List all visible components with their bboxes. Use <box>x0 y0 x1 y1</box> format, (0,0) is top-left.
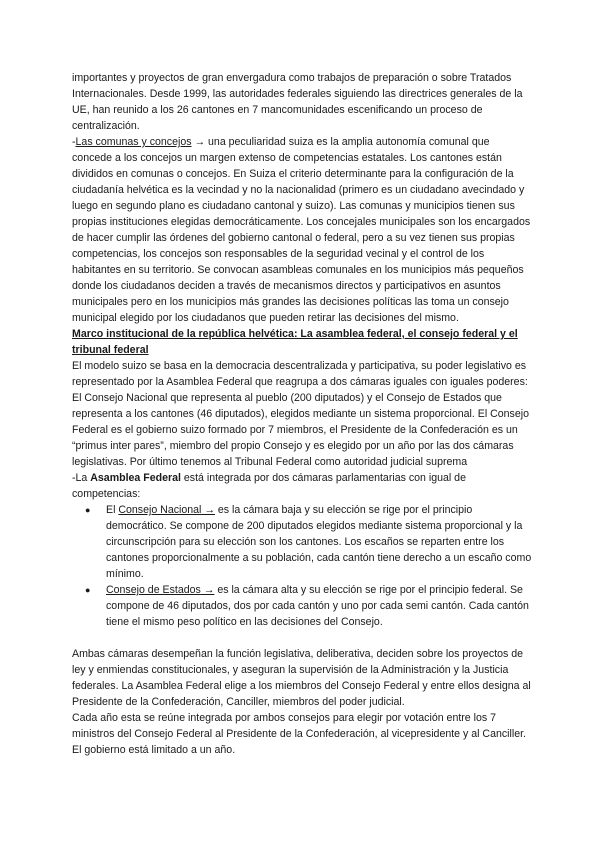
term-asamblea-federal: Asamblea Federal <box>90 472 181 484</box>
bullet-list-camaras <box>72 502 532 630</box>
arrow-consejo-nacional: → <box>201 504 215 516</box>
paragraph-comunas-prefix: - <box>72 136 76 148</box>
term-consejo-nacional <box>118 504 215 516</box>
bullet-pre: El <box>106 504 119 516</box>
paragraph-comunas <box>72 134 532 326</box>
list-item-consejo-estados <box>85 582 532 630</box>
term-consejo-estados-text: Consejo de Estados <box>106 584 201 596</box>
arrow-comunas: → <box>191 136 209 148</box>
paragraph-asamblea-federal <box>72 470 532 502</box>
paragraph-modelo-suizo: El modelo suizo se basa en la democracia descentralizada y participativa, su poder legislativo es representado por la Asamblea Federal que reagrupa a dos cámaras iguales con iguales poderes: El Consejo Nacional que representa al pueblo (200 diputados) y el Consejo de Estados que representa a los cantones (46 diputados), elegidos mediante un sistema proporcional. El Consejo Federal es el gobierno suizo formado por 7 miembros, el Presidente de la Confederación es un “primus inter pares”, miembro del propio Consejo y es elegido por un año por las dos cámaras legislativas. Por último tenemos al Tribunal Federal como autoridad judicial suprema <box>72 360 529 468</box>
paragraph-asamblea-prefix: -La <box>72 472 91 484</box>
paragraph-intro: importantes y proyectos de gran envergadura como trabajos de preparación o sobre Tratados Internacionales. Desde 1999, las autoridades federales siguiendo las directrices generales de la UE, han reunido a los 26 cantones en 7 mancomunidades escenificando un proceso de centralización. <box>72 72 523 132</box>
paragraph-asamblea-text: está integrada por dos cámaras parlamentarias con igual de competencias: <box>72 472 466 500</box>
list-item-consejo-nacional <box>85 502 532 582</box>
section-heading-marco-institucional: Marco institucional de la república helvética: La asamblea federal, el consejo federal y el tribunal federal <box>72 328 518 356</box>
bullet-icon: ● <box>85 505 91 515</box>
term-consejo-estados <box>106 584 214 596</box>
term-comunas-concejos: Las comunas y concejos <box>75 136 192 148</box>
blank-line <box>72 630 532 646</box>
paragraph-ambas-camaras: Ambas cámaras desempeñan la función legislativa, deliberativa, deciden sobre los proyectos de ley y enmiendas constitucionales, y aseguran la supervisión de la Administración y la Justicia federales. La Asamblea Federal elige a los miembros del Consejo Federal y entre ellos designa al Presidente de la Confederación, Canciller, miembros del poder judicial. <box>72 648 531 708</box>
arrow-consejo-estados: → <box>200 584 215 596</box>
term-consejo-nacional-text: Consejo Nacional <box>118 504 202 516</box>
paragraph-comunas-text: una peculiaridad suiza es la amplia autonomía comunal que concede a los concejos un margen extenso de competencias estatales. Los cantones están divididos en comunas o concejos. En Suiza el criterio determinante para la configuración de la ciudadanía helvética es la vecindad y no la nacionalidad (primero es un ciudadano avecindado y luego en segundo plano es ciudadano cantonal y suizo). Las comunas y municipios tienen sus propias instituciones elegidas democráticamente. Los concejales municipales son los encargados de hacer cumplir las órdenes del gobierno cantonal o federal, pero a su vez tienen sus propias competencias, los concejos son responsables de la seguridad vecinal y el control de los habitantes en su territorio. Se convocan asambleas comunales en los municipios más pequeños donde los ciudadanos deciden a través de mecanismos directos y participativos en asuntos municipales pero en los municipios más grandes las decisiones políticas las toma un consejo municipal elegido por los ciudadanos que pueden retirar las decisiones del mismo. <box>72 136 531 324</box>
bullet-text: es la cámara alta y su elección se rige por el principio federal. Se compone de 46 diputados, dos por cada cantón y uno por cada semi cantón. Cada cantón tiene el mismo peso político en las decisiones del Consejo. <box>106 584 529 628</box>
bullet-icon: ● <box>85 585 91 595</box>
bullet-text: es la cámara baja y su elección se rige por el principio democrático. Se compone de 200 diputados elegidos mediante sistema proporcional y la circunscripción para su elección son los cantones. Los escaños se reparten entre los cantones proporcionalmente a su población, cada cantón tiene derecho a un escaño como mínimo. <box>106 504 532 580</box>
paragraph-eleccion-anual: Cada año esta se reúne integrada por ambos consejos para elegir por votación entre los 7 ministros del Consejo Federal al Presidente de la Confederación, al vicepresidente y al Canciller. El gobierno está limitado a un año. <box>72 712 527 756</box>
document-page <box>72 70 532 758</box>
